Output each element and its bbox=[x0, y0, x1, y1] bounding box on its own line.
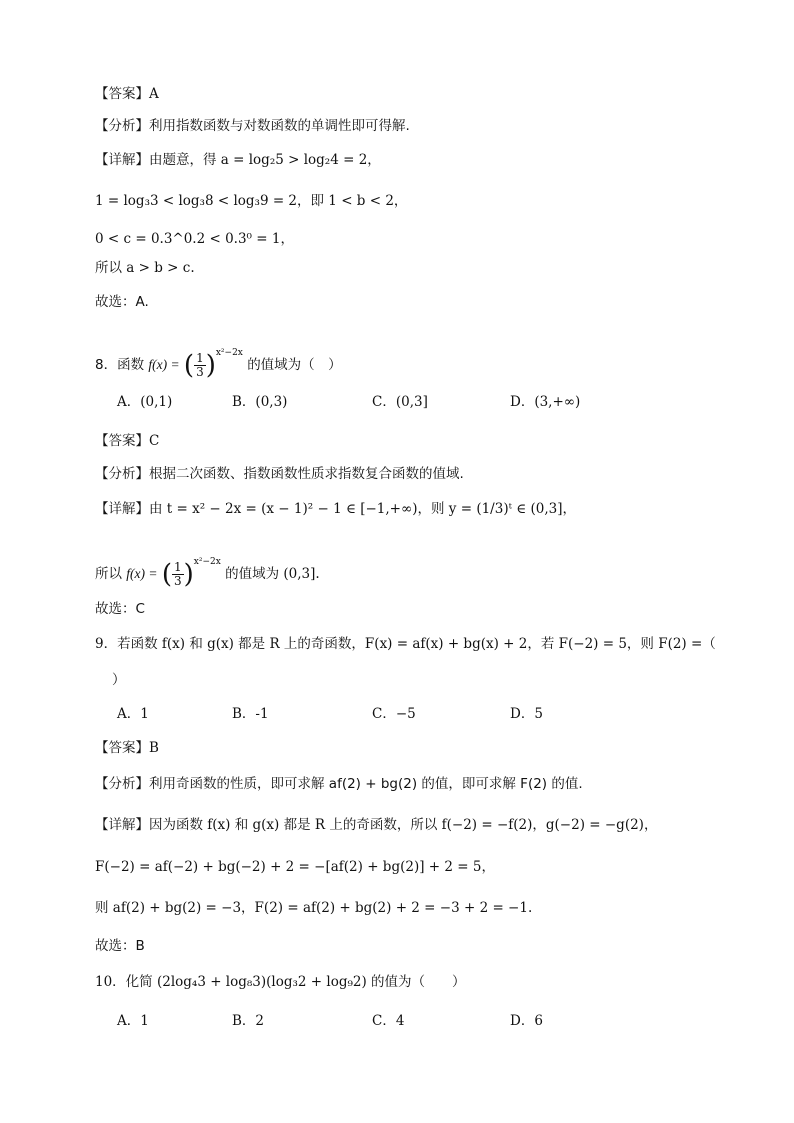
q7-detail-line-2 bbox=[95, 191, 407, 211]
q7-answer-line bbox=[95, 84, 159, 104]
q10-stem: 10．化简 (2log₄3 + log₈3)(log₃2 + log₉2) 的值为（ ） bbox=[95, 974, 466, 990]
option-c: C．(0,3] bbox=[372, 394, 428, 410]
answer-value: A bbox=[149, 86, 159, 102]
q9-detail-line-3: 则 af(2) + bg(2) = −3，F(2) = af(2) + bg(2) + 2 = −3 + 2 = −1. bbox=[95, 900, 533, 916]
exponent: x²−2x bbox=[215, 348, 243, 358]
detail-text: 所以 a > b > c. bbox=[95, 260, 195, 276]
q8-answer-line: 【答案】C bbox=[95, 433, 160, 449]
option-a: A．(0,1) bbox=[117, 394, 173, 410]
option-c: C．−5 bbox=[372, 706, 416, 722]
analysis-tag: 【分析】 bbox=[95, 118, 149, 134]
option-d: D．6 bbox=[510, 1013, 543, 1029]
q8-stem: 8．函数 f(x) = ( $\frac{1}{3}$ )$^{x^2-2x}$ 的值域为（ ） bbox=[95, 348, 342, 381]
q8-choice: 故选：C bbox=[95, 601, 145, 617]
option-b: B．2 bbox=[232, 1013, 265, 1029]
q9-choice: 故选：B bbox=[95, 938, 145, 954]
stem-suffix: 的值域为（ ） bbox=[247, 357, 342, 373]
option-a: A．1 bbox=[117, 706, 149, 722]
q9-stem-line-2: ） bbox=[112, 672, 126, 688]
q7-detail-line-1 bbox=[95, 150, 381, 170]
q8-detail-line-1: 【详解】由 t = x² − 2x = (x − 1)² − 1 ∈ [−1,+∞)，则 y = (1/3)ᵗ ∈ (0,3]， bbox=[95, 501, 576, 517]
q8-detail-line-2: 所以 f(x) = ( $\frac{1}{3}$ )$^{x^2-2x}$ 的值域为 (0,3]. bbox=[95, 557, 320, 590]
detail-text: 1 = log₃3 < log₃8 < log₃9 = 2，即 1 < b < 2， bbox=[95, 193, 408, 209]
detail-tag: 【详解】 bbox=[95, 152, 149, 168]
fraction: $\frac{1}{3}$ bbox=[196, 351, 204, 379]
option-d: D．(3,+∞) bbox=[510, 394, 581, 410]
option-d: D．5 bbox=[510, 706, 543, 722]
answer-tag: 【答案】 bbox=[95, 86, 149, 102]
question-number: 8．函数 bbox=[95, 357, 145, 373]
analysis-text: 利用指数函数与对数函数的单调性即可得解. bbox=[149, 118, 410, 134]
q7-analysis-line bbox=[95, 116, 410, 136]
q9-stem-line-1: 9．若函数 f(x) 和 g(x) 都是 R 上的奇函数，F(x) = af(x) + bg(x) + 2，若 F(−2) = 5，则 F(2) =（ bbox=[95, 636, 716, 652]
option-a: A．1 bbox=[117, 1013, 149, 1029]
q9-detail-line-2: F(−2) = af(−2) + bg(−2) + 2 = −[af(2) + bg(2)] + 2 = 5， bbox=[95, 859, 495, 875]
q7-choice: 故选：A. bbox=[95, 294, 149, 310]
option-c: C．4 bbox=[372, 1013, 405, 1029]
function-name: f(x) = bbox=[148, 357, 180, 372]
q7-detail-line-3 bbox=[95, 229, 294, 249]
fraction: $\frac{1}{3}$ bbox=[173, 560, 182, 588]
option-b: B．(0,3) bbox=[232, 394, 288, 410]
detail-text: 0 < c = 0.3^0.2 < 0.3⁰ = 1， bbox=[95, 231, 294, 247]
q9-analysis-line: 【分析】利用奇函数的性质，即可求解 af(2) + bg(2) 的值，即可求解 F(2) 的值. bbox=[95, 776, 583, 792]
detail-text: 由题意，得 a = log₂5 > log₂4 = 2， bbox=[149, 152, 381, 168]
q9-detail-line-1: 【详解】因为函数 f(x) 和 g(x) 都是 R 上的奇函数，所以 f(−2) = −f(2)，g(−2) = −g(2)， bbox=[95, 817, 658, 833]
q9-answer-line: 【答案】B bbox=[95, 740, 159, 756]
q7-detail-line-4 bbox=[95, 258, 195, 278]
q8-analysis-line: 【分析】根据二次函数、指数函数性质求指数复合函数的值域. bbox=[95, 466, 464, 482]
option-b: B．-1 bbox=[232, 706, 269, 722]
